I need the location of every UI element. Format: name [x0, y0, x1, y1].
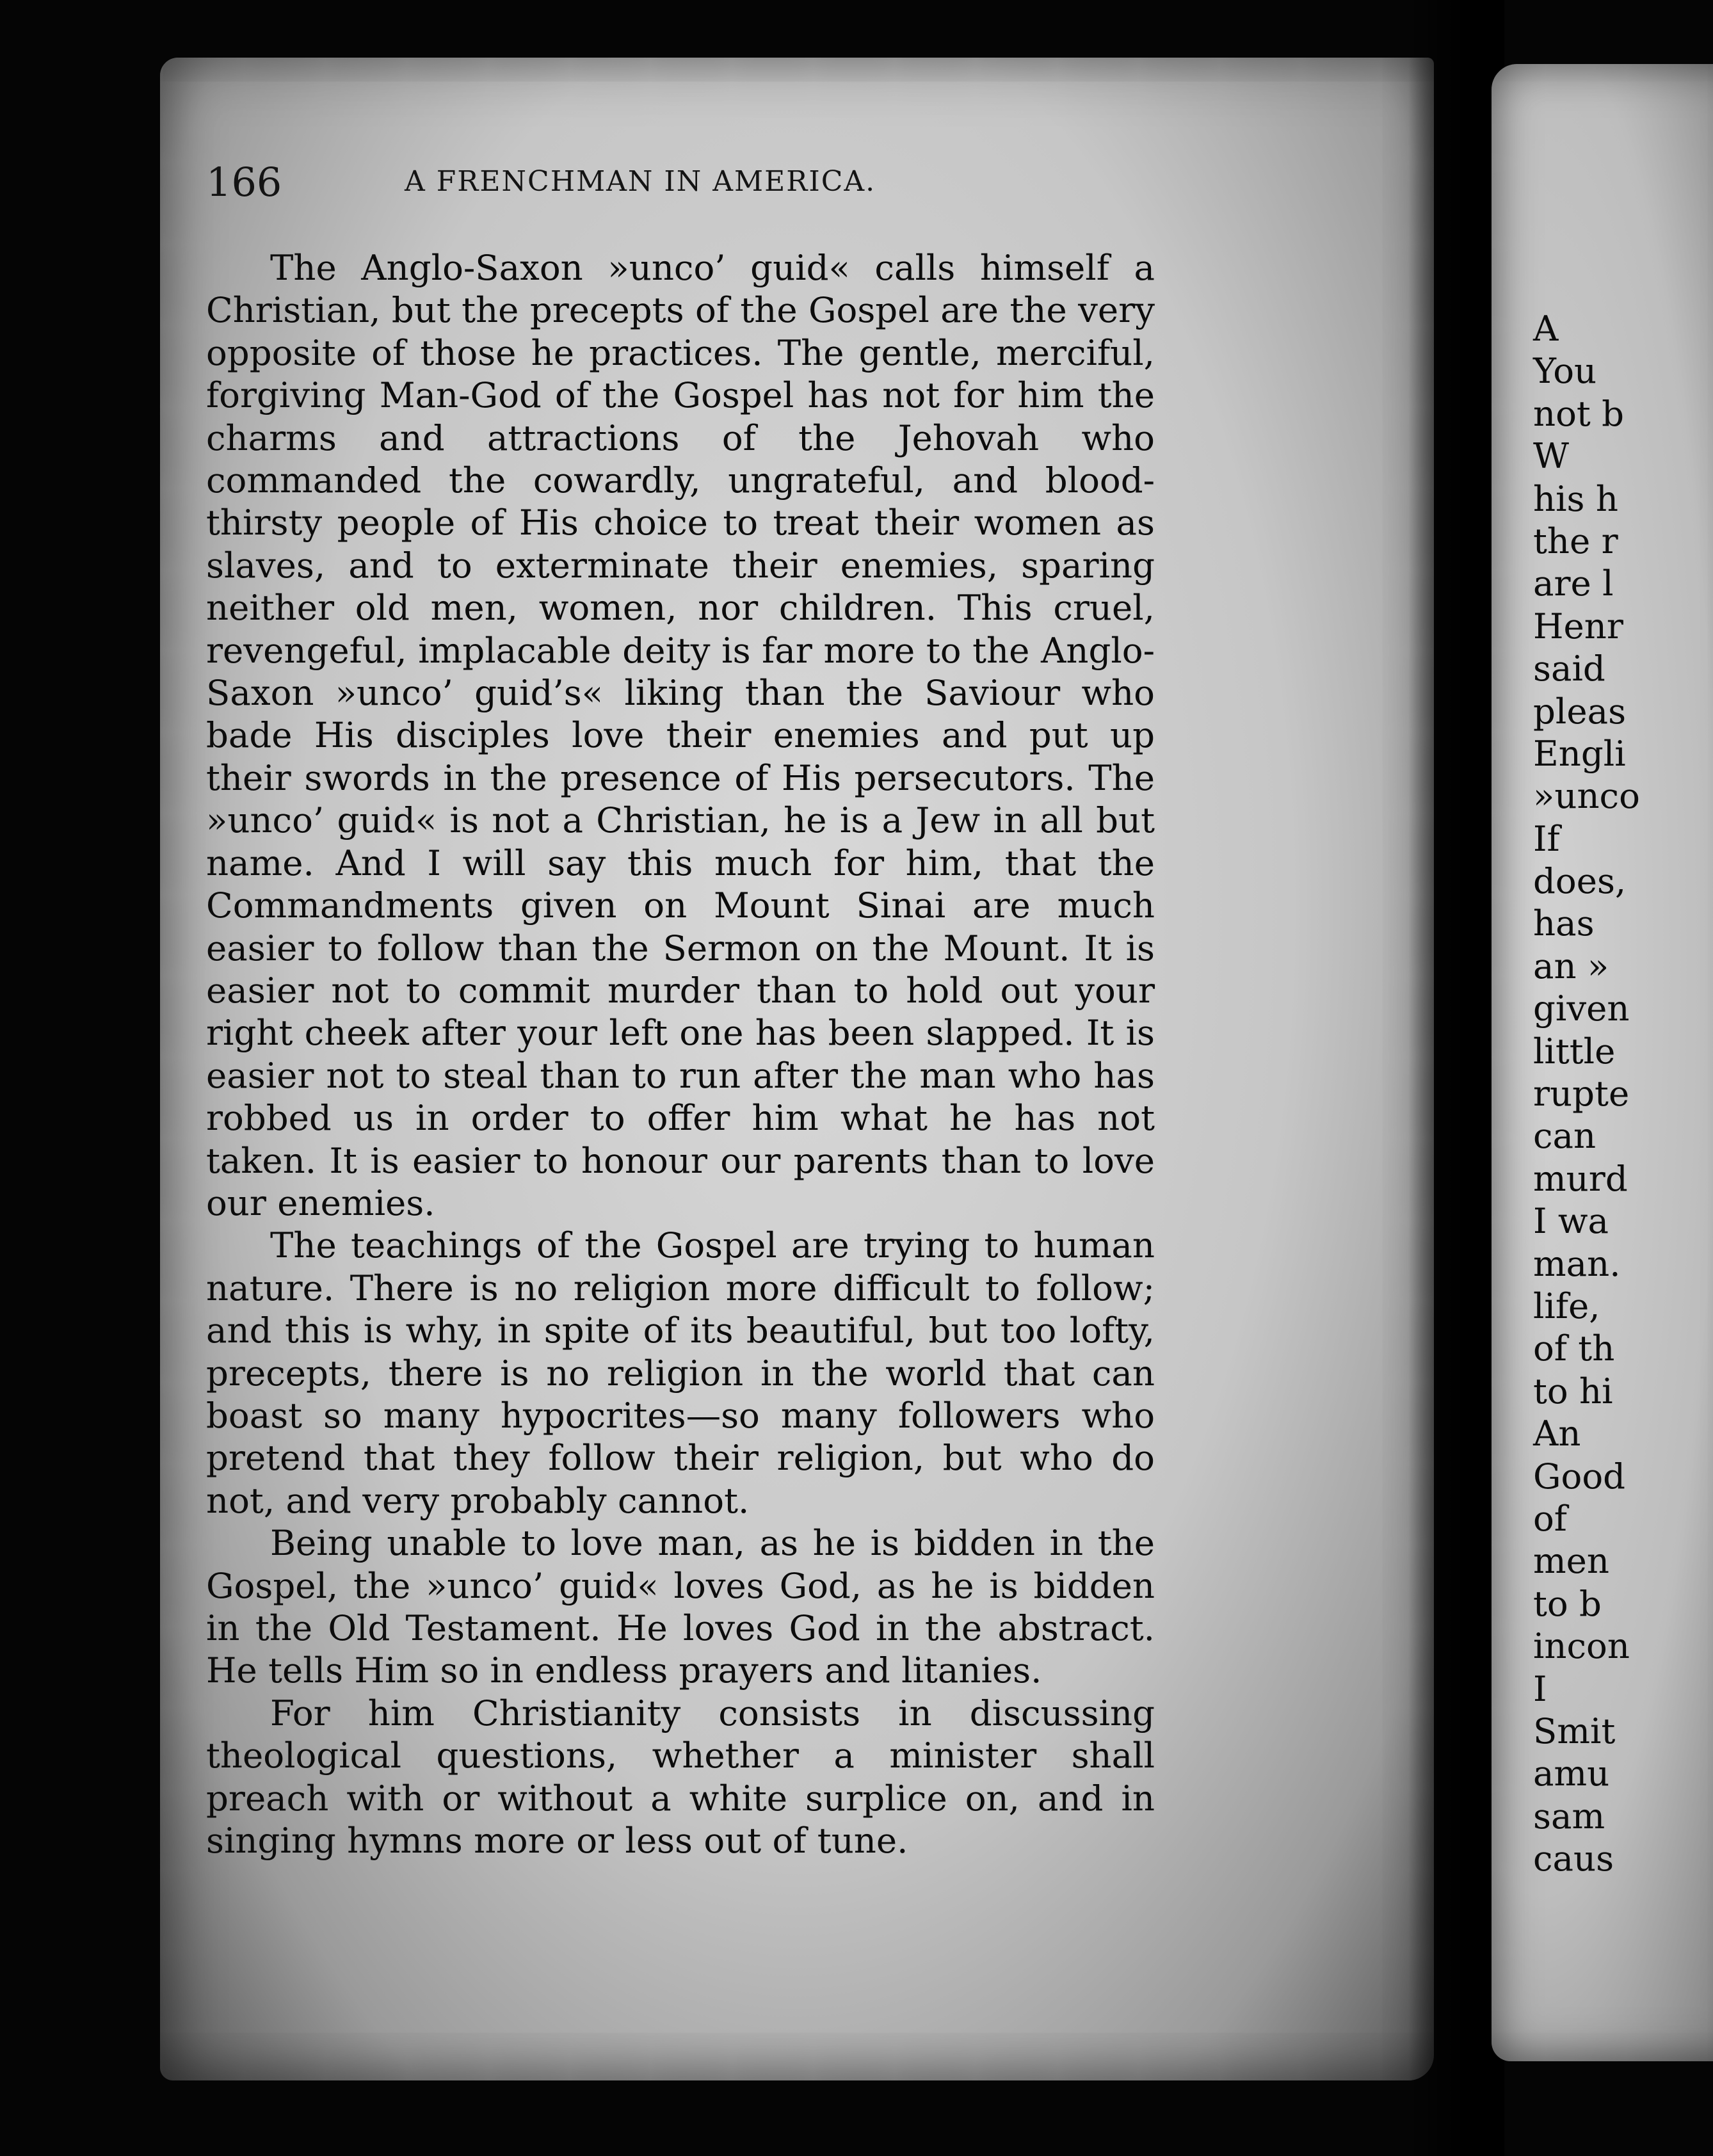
paragraph: Being unable to love man, as he is bidden in the Gospel, the »unco’ guid« loves God, as he is bidden in the Old Testament. He loves God in the abstract. He tells Him so in endless prayers and litanies.: [206, 1522, 1155, 1691]
page-number: 166: [206, 159, 282, 205]
facing-page-line: An: [1533, 1413, 1581, 1454]
facing-page-line: to b: [1533, 1582, 1602, 1624]
paragraph: The teachings of the Gospel are trying to human nature. There is no religion more difficult to follow; and this is why, in spite of its beautiful, but too lofty, precepts, there is no religion in the world that can boast so many hypocrites—so many followers who pretend that they follow their religion, but who do not, and very probably cannot.: [206, 1225, 1155, 1521]
facing-page-line: Engli: [1533, 732, 1626, 774]
facing-page-line: sam: [1533, 1795, 1605, 1837]
facing-page-line: to hi: [1533, 1370, 1613, 1412]
paragraph: The Anglo-Saxon »unco’ guid« calls himself a Christian, but the precepts of the Gospel are the very opposite of those he practices. The gentle, merciful, forgiving Man-God of the Gospel has not for him the charms and attractions of the Jehovah who commanded the cowardly, ungrateful, and blood-thirsty people of His choice to treat their women as slaves, and to exterminate their enemies, sparing neither old men, women, nor children. This cruel, revengeful, implacable deity is far more to the Anglo-Saxon »unco’ guid’s« liking than the Saviour who bade His disciples love their enemies and put up their swords in the presence of His persecutors. The »unco’ guid« is not a Christian, he is a Jew in all but name. And I will say this much for him, that the Commandments given on Mount Sinai are much easier to follow than the Sermon on the Mount. It is easier not to commit murder than to hold out your right cheek after your left one has been slapped. It is easier not to steal than to run after the man who has robbed us in order to offer him what he has not taken. It is easier to honour our parents than to love our enemies.: [206, 247, 1155, 1223]
facing-page-line: I wa: [1533, 1200, 1609, 1242]
facing-page-line: A: [1533, 308, 1559, 349]
facing-page-line: an »: [1533, 945, 1609, 986]
facing-page-line: the r: [1533, 520, 1618, 561]
facing-page-line: rupte: [1533, 1073, 1630, 1114]
facing-page-line: incon: [1533, 1625, 1630, 1667]
facing-page-line: his h: [1533, 478, 1618, 519]
running-head: A FRENCHMAN IN AMERICA.: [405, 165, 876, 198]
facing-page-line: murd: [1533, 1157, 1628, 1199]
facing-page-line: can: [1533, 1115, 1596, 1157]
facing-page-line: of: [1533, 1497, 1567, 1539]
facing-page-line: said: [1533, 648, 1605, 689]
facing-page-line: W: [1533, 435, 1570, 477]
facing-page: [1492, 64, 1713, 2061]
body-text: [206, 246, 1155, 1862]
facing-page-line: little: [1533, 1030, 1616, 1072]
facing-page-line: does,: [1533, 860, 1627, 902]
facing-page-line: has: [1533, 903, 1595, 944]
facing-page-line: amu: [1533, 1753, 1610, 1794]
facing-page-line: You: [1533, 350, 1597, 392]
facing-page-line: Henr: [1533, 605, 1623, 647]
facing-page-line: life,: [1533, 1285, 1600, 1326]
gutter-shadow: [1408, 0, 1504, 2156]
facing-page-line: caus: [1533, 1838, 1614, 1879]
facing-page-line: man.: [1533, 1243, 1621, 1284]
facing-page-line: of th: [1533, 1328, 1615, 1369]
facing-page-line: Smit: [1533, 1710, 1616, 1751]
facing-page-line: pleas: [1533, 690, 1627, 732]
facing-page-text: [1533, 307, 1700, 1879]
facing-page-line: are l: [1533, 563, 1614, 604]
facing-page-line: given: [1533, 988, 1630, 1029]
facing-page-line: not b: [1533, 392, 1625, 434]
paragraph: For him Christianity consists in discussing theological questions, whether a minister shall preach with or without a white surplice on, and in singing hymns more or less out of tune.: [206, 1692, 1155, 1862]
facing-page-line: Good: [1533, 1455, 1626, 1497]
facing-page-line: men: [1533, 1540, 1610, 1582]
page-header: [206, 159, 1141, 216]
facing-page-line: »unco: [1533, 775, 1640, 817]
facing-page-line: If: [1533, 817, 1560, 859]
facing-page-line: I: [1533, 1668, 1547, 1709]
